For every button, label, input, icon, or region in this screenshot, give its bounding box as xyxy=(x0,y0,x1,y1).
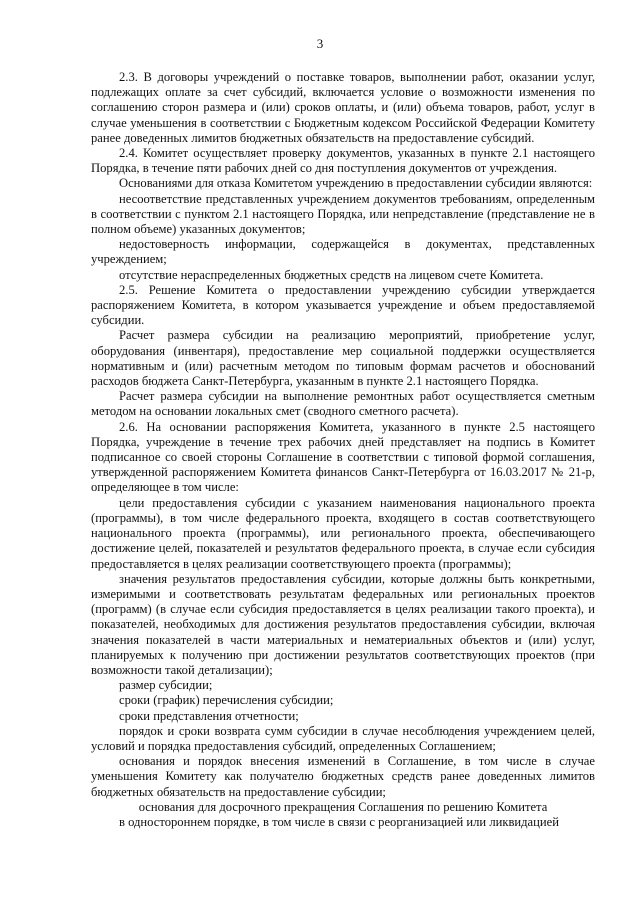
paragraph-2-5: 2.5. Решение Комитета о предоставлении учреждению субсидии утверждается распоряжением Комитета, в котором указывается учреждение и объем предоставляемой субсидии. xyxy=(91,282,595,328)
page-number: 3 xyxy=(316,36,324,51)
paragraph-calculation-events: Расчет размера субсидии на реализацию мероприятий, приобретение услуг, оборудования (инвентаря), предоставление мер социальной поддержки осуществляется нормативным и (или) расчетным методом по типовым формам расчетов и обоснований расходов бюджета Санкт-Петербурга, указанным в пункте 2.1 настоящего Порядка. xyxy=(91,328,595,389)
paragraph-refusal-grounds: Основаниями для отказа Комитетом учреждению в предоставлении субсидии являются: xyxy=(119,176,593,191)
closing-line-2: в одностороннем порядке, в том числе в связи с реорганизацией или ликвидацией xyxy=(119,814,559,829)
paragraph-2-4: 2.4. Комитет осуществляет проверку документов, указанных в пункте 2.1 настоящего Порядка, в течение пяти рабочих дней со дня поступления документов от учреждения. xyxy=(91,146,595,176)
list-item-unreliable-info: недостоверность информации, содержащейся в документах, представленных учреждением; xyxy=(91,237,595,267)
list-item-transfer-schedule: сроки (график) перечисления субсидии; xyxy=(119,693,334,708)
list-item-refund-procedure: порядок и сроки возврата сумм субсидии в случае несоблюдения учреждением целей, условий и порядка предоставления субсидий, определенных Соглашением; xyxy=(91,723,595,753)
list-item-noncompliance: несоответствие представленных учреждением документов требованиям, определенным в соответствии с пунктом 2.1 настоящего Порядка, или непредставление (представление не в полном объеме) указанных документов; xyxy=(91,191,595,237)
list-item-amendment-grounds: основания и порядок внесения изменений в Соглашение, в том числе в случае уменьшения Комитету как получателю бюджетных средств ранее доведенных лимитов бюджетных обязательств на предоставление субсидии; xyxy=(91,754,595,799)
paragraph-2-6: 2.6. На основании распоряжения Комитета, указанного в пункте 2.5 настоящего Порядка, учреждение в течение трех рабочих дней представляет на подпись в Комитет подписанное со своей стороны Соглашение в соответствии с типовой формой соглашения, утвержденной распоряжением Комитета финансов Санкт-Петербурга от 16.03.2017 № 21-р, определяющее в том числе: xyxy=(91,419,595,495)
paragraph-2-3: 2.3. В договоры учреждений о поставке товаров, выполнении работ, оказании услуг, подлежащих оплате за счет субсидий, включается условие о возможности изменения по соглашению сторон размера и (или) сроков оплаты, и (или) объема товаров, работ, услуг в случае уменьшения в соответствии с Бюджетным кодексом Российской Федерации Комитету ранее доведенных лимитов бюджетных обязательств на предоставление субсидий. xyxy=(91,70,595,145)
document-body xyxy=(91,70,595,830)
list-item-no-funds: отсутствие нераспределенных бюджетных средств на лицевом счете Комитета. xyxy=(119,267,544,282)
list-item-subsidy-goals: цели предоставления субсидии с указанием наименования национального проекта (программы), в том числе федерального проекта, входящего в состав соответствующего национального проекта (программы), или регионального проекта, обеспечивающего достижение целей, показателей и результатов федерального проекта, в случае если субсидия предоставляется в целях реализации соответствующего проекта (программы); xyxy=(91,495,595,571)
list-item-result-values: значения результатов предоставления субсидии, которые должны быть конкретными, измеримыми и соответствовать результатам федеральных или региональных проектов (программ) (в случае если субсидия предоставляется в целях реализации такого проекта), и показателей, необходимых для достижения результатов предоставления субсидии, включая значения показателей в части материальных и нематериальных объектов и (или) услуг, планируемых к получению при достижении результатов соответствующих проектов (при возможности такой детализации); xyxy=(91,571,595,677)
paragraph-calculation-repairs: Расчет размера субсидии на выполнение ремонтных работ осуществляется сметным методом на основании локальных смет (сводного сметного расчета). xyxy=(91,389,595,419)
list-item-subsidy-amount: размер субсидии; xyxy=(119,678,213,693)
closing-line-1: основания для досрочного прекращения Соглашения по решению Комитета xyxy=(138,799,548,814)
list-item-reporting-terms: сроки представления отчетности; xyxy=(119,708,299,723)
